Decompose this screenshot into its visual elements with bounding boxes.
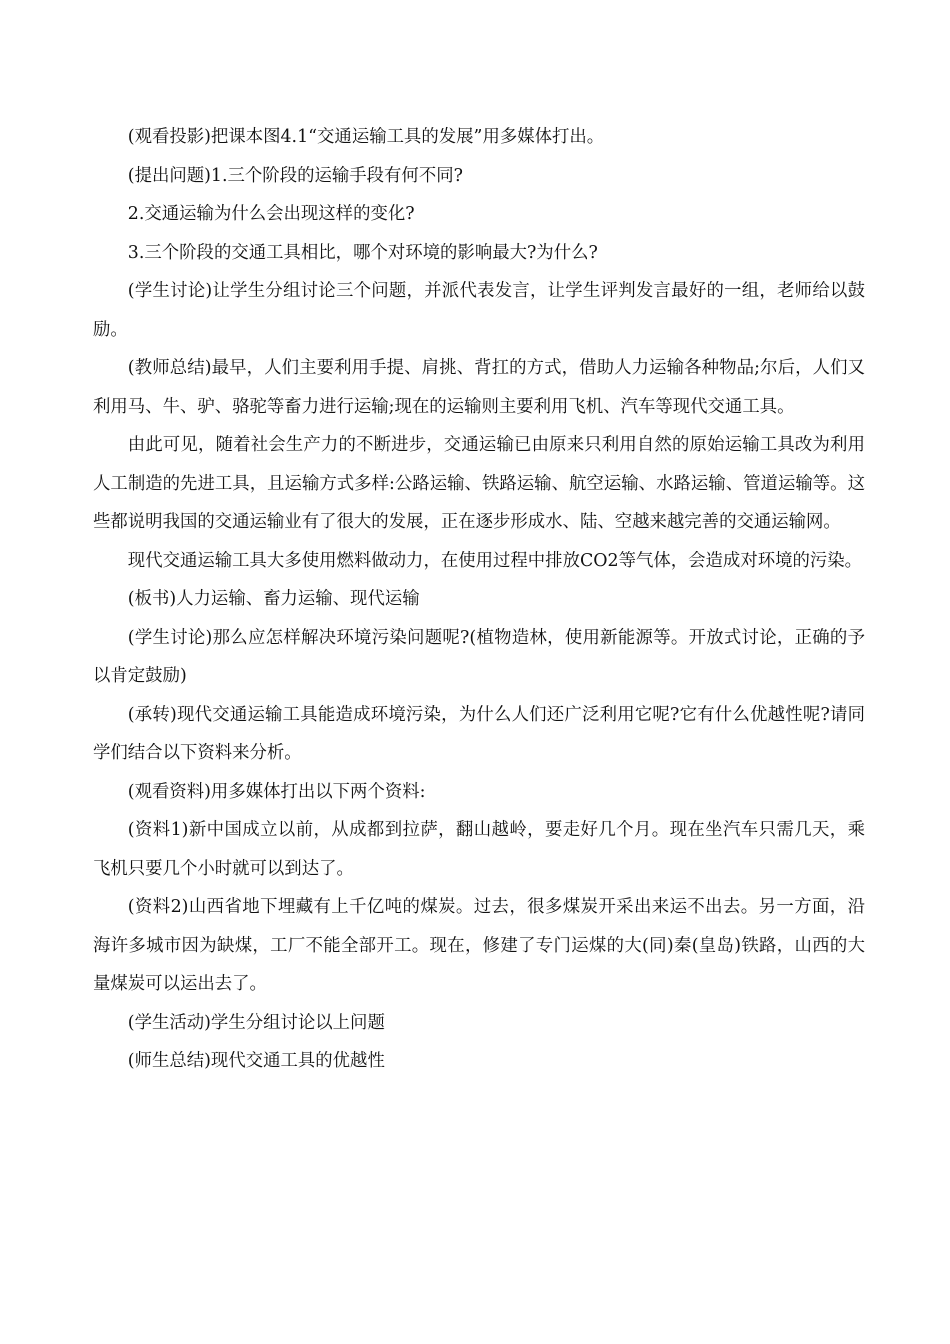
paragraph-student-discussion: (学生讨论)让学生分组讨论三个问题，并派代表发言，让学生评判发言最好的一组，老师给以鼓励。: [93, 281, 865, 340]
paragraph-material-2: (资料2)山西省地下埋藏有上千亿吨的煤炭。过去，很多煤炭开采出来运不出去。另一方面，沿海许多城市因为缺煤，工厂不能全部开工。现在，修建了专门运煤的大(同)秦(皇岛)铁路，山西的大量煤炭可以运出去了。: [93, 897, 865, 994]
paragraph-question-3: 3.三个阶段的交通工具相比，哪个对环境的影响最大?为什么?: [127, 242, 598, 263]
paragraph-view-materials: (观看资料)用多媒体打出以下两个资料:: [127, 781, 426, 802]
paragraph-view-projection: (观看投影)把课本图4.1“交通运输工具的发展”用多媒体打出。: [127, 127, 605, 147]
paragraph-pollution: 现代交通运输工具大多使用燃料做动力，在使用过程中排放CO2等气体，会造成对环境的污染。: [127, 550, 863, 571]
paragraph-conclusion: 由此可见，随着社会生产力的不断进步，交通运输已由原来只利用自然的原始运输工具改为利用人工制造的先进工具，且运输方式多样:公路运输、铁路运输、航空运输、水路运输、管道运输等。这些都说明我国的交通运输业有了很大的发展，正在逐步形成水、陆、空越来越完善的交通运输网。: [93, 435, 865, 532]
paragraph-student-activity: (学生活动)学生分组讨论以上问题: [127, 1012, 385, 1033]
paragraph-question-1: (提出问题)1.三个阶段的运输手段有何不同?: [127, 165, 463, 186]
paragraph-discussion-pollution: (学生讨论)那么应怎样解决环境污染问题呢?(植物造林，使用新能源等。开放式讨论，正确的予以肯定鼓励): [93, 627, 865, 686]
document-body: [93, 118, 865, 1081]
paragraph-material-1: (资料1)新中国成立以前，从成都到拉萨，翻山越岭，要走好几个月。现在坐汽车只需几天，乘飞机只要几个小时就可以到达了。: [93, 820, 865, 879]
paragraph-question-2: 2.交通运输为什么会出现这样的变化?: [127, 204, 415, 224]
paragraph-teacher-summary: (教师总结)最早，人们主要利用手提、肩挑、背扛的方式，借助人力运输各种物品;尔后，人们又利用马、牛、驴、骆驼等畜力进行运输;现在的运输则主要利用飞机、汽车等现代交通工具。: [93, 358, 865, 417]
paragraph-transition: (承转)现代交通运输工具能造成环境污染，为什么人们还广泛利用它呢?它有什么优越性呢?请同学们结合以下资料来分析。: [93, 704, 865, 763]
paragraph-joint-summary: (师生总结)现代交通工具的优越性: [127, 1051, 385, 1071]
paragraph-blackboard: (板书)人力运输、畜力运输、现代运输: [127, 589, 420, 609]
